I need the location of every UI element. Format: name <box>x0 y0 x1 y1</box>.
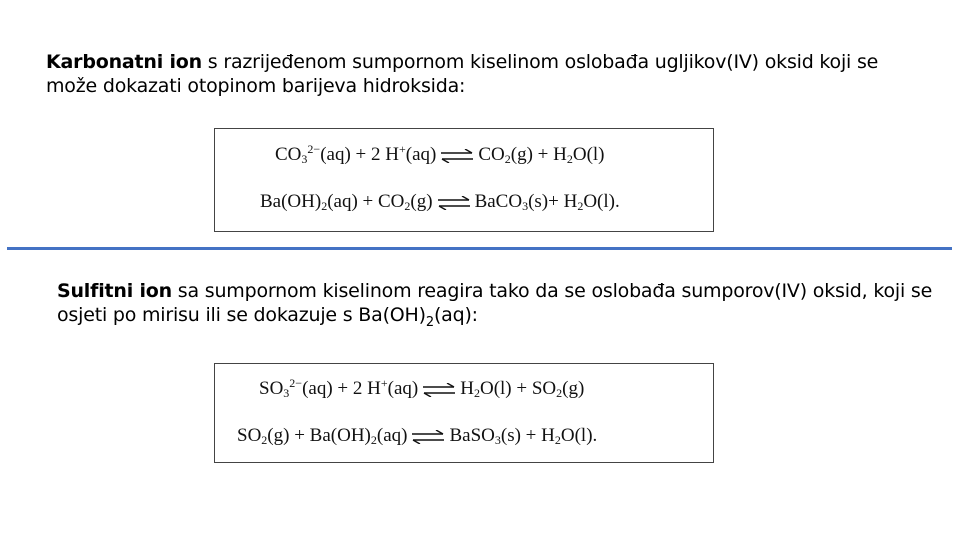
sulfite-text: sa sumpornom kiselinom reagira tako da se oslobađa sumporov(IV) oksid, koji se osjeti po mirisu ili se dokazuje s Ba(OH) <box>57 280 933 326</box>
carbonate-text: s razrijeđenom sumpornom kiselinom oslobađa ugljikov(IV) oksid koji se može dokazati otopinom barijeva hidroksida: <box>46 51 879 97</box>
equation-barium-hydroxide: $Ba(OH)_2(aq) + CO_2(g)$ BaCO$_3$(s)+ $H_2O(l)$. <box>260 191 620 213</box>
equilibrium-arrow-icon <box>437 196 471 210</box>
carbonate-equations-box <box>214 128 714 232</box>
carbonate-paragraph <box>46 50 926 98</box>
sulfite-paragraph: Sulfitni ion sa sumpornom kiselinom reagira tako da se oslobađa sumporov(IV) oksid, koji se osjeti po mirisu ili se dokazuje s $Ba(OH)_2(aq)$: <box>57 280 933 330</box>
equilibrium-arrow-icon <box>440 149 474 163</box>
equation-carbonate-acid: $CO_3^{2-}(aq) + 2$ H+(aq) $CO_2(g) + H_2O(l)$ <box>275 142 605 166</box>
equilibrium-arrow-icon <box>422 383 456 397</box>
equilibrium-arrow-icon <box>411 430 445 444</box>
section-divider <box>7 247 952 250</box>
carbonate-heading: Karbonatni ion <box>46 51 202 73</box>
sulfite-heading: Sulfitni ion <box>57 280 172 302</box>
equation-sulfur-dioxide: $SO_2(g) + Ba(OH)_2(aq)$ BaSO$_3$(s) + $H_2O(l)$. <box>237 425 598 447</box>
sulfite-equations-box <box>214 363 714 463</box>
equation-sulfite-acid: $SO_3^{2-}(aq) + 2$ H+(aq) $H_2O(l) + SO_2(g)$ <box>259 376 585 400</box>
